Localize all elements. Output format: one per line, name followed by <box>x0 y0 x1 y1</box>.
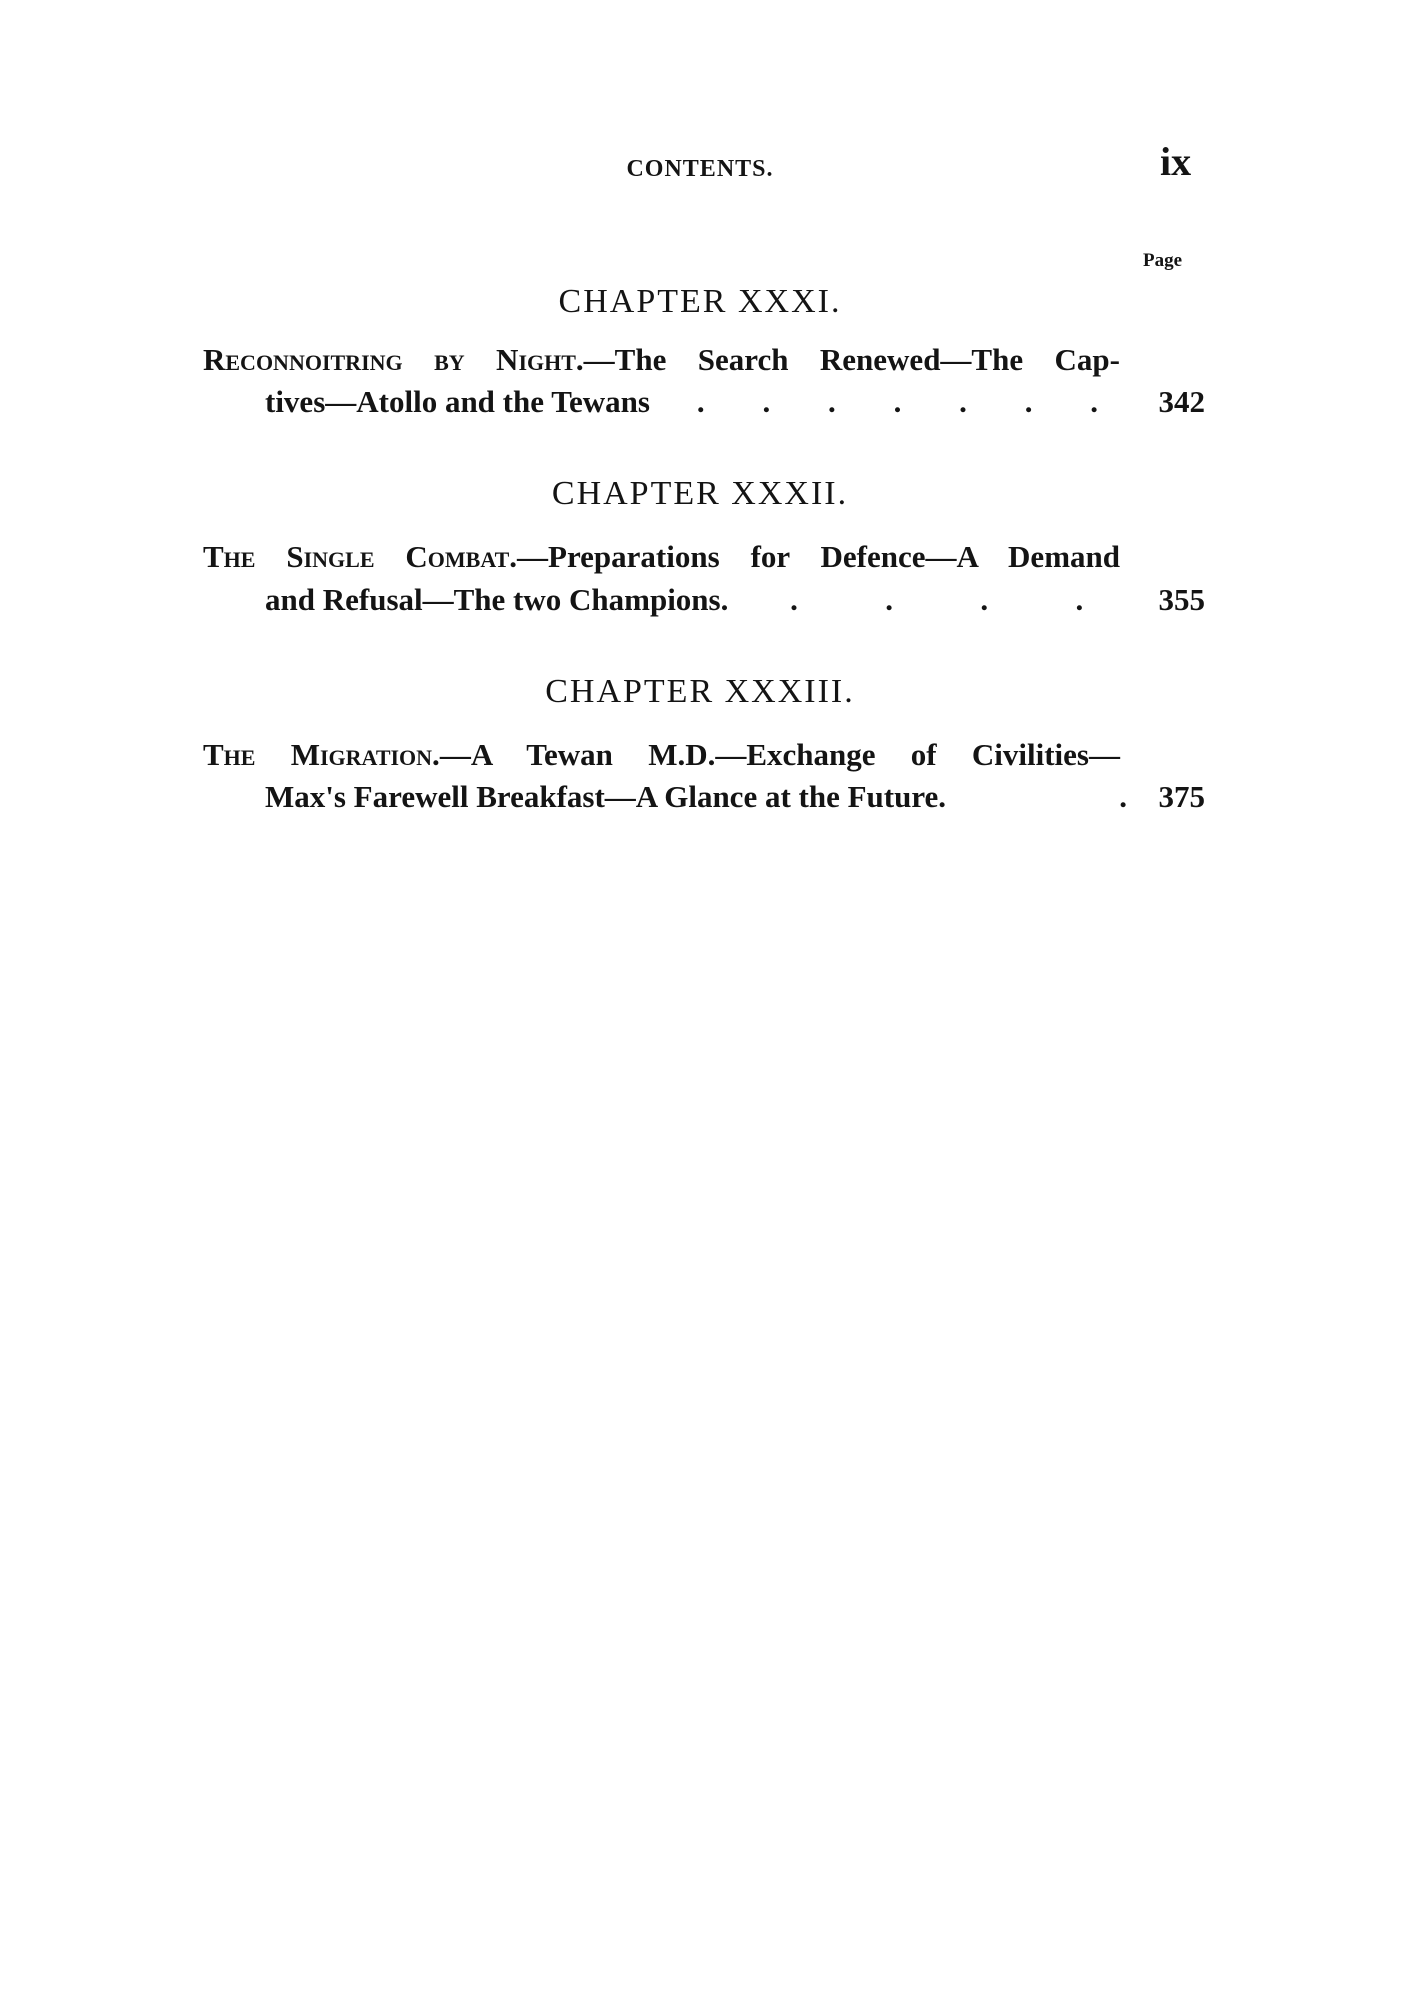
chapter-entry-line2 <box>265 582 1205 618</box>
chapter-entry-line1 <box>203 737 1120 773</box>
chapter-entry-line1 <box>203 539 1120 575</box>
chapter-lead-title: Reconnoitring by Night. <box>203 342 584 377</box>
leader-dot: . <box>828 384 836 419</box>
leader-dot: . <box>1090 384 1099 419</box>
chapter-page-number: 355 <box>1158 582 1205 617</box>
chapter-synopsis-continued: tives—Atollo and the Tewans <box>265 384 650 419</box>
leader-dot: . <box>980 582 989 617</box>
leader-dot: . <box>762 384 771 419</box>
chapter-synopsis: —Preparations for Defence—A Demand <box>517 539 1120 574</box>
chapter-lead-title: The Single Combat. <box>203 539 518 574</box>
leader-dot: . <box>696 384 705 419</box>
chapter-synopsis-continued: Max's Farewell Breakfast—A Glance at the Future. <box>265 779 947 814</box>
leader-dot: . <box>1075 582 1084 617</box>
running-title: CONTENTS. <box>626 156 774 182</box>
leader-dot: . <box>885 582 893 617</box>
chapter-synopsis-continued: and Refusal—The two Champions. <box>265 582 729 617</box>
dot-leader <box>650 384 1145 420</box>
chapter-heading: CHAPTER XXXI. <box>558 283 842 320</box>
page-column-label: Page <box>1143 250 1183 271</box>
chapter-entry-line1 <box>203 342 1120 378</box>
chapter-heading: CHAPTER XXXIII. <box>545 673 855 710</box>
chapter-entry-line2 <box>265 779 1205 815</box>
leader-dot: . <box>790 582 798 617</box>
folio-page-number: ix <box>1160 139 1192 184</box>
dot-leader <box>946 779 1145 815</box>
leader-dot: . <box>1024 384 1033 419</box>
dot-leader <box>728 582 1145 618</box>
leader-dot: . <box>959 384 967 419</box>
chapter-page-number: 342 <box>1158 384 1205 419</box>
chapter-lead-title: The Migration. <box>203 737 440 772</box>
chapter-synopsis: —A Tewan M.D.—Exchange of Civilities— <box>439 737 1120 772</box>
chapter-page-number: 375 <box>1158 779 1205 814</box>
leader-dot: . <box>1119 779 1127 814</box>
chapter-synopsis: —The Search Renewed—The Cap- <box>583 342 1120 377</box>
chapter-entry-line2 <box>265 384 1205 420</box>
leader-dot: . <box>893 384 902 419</box>
chapter-heading: CHAPTER XXXII. <box>551 475 849 512</box>
